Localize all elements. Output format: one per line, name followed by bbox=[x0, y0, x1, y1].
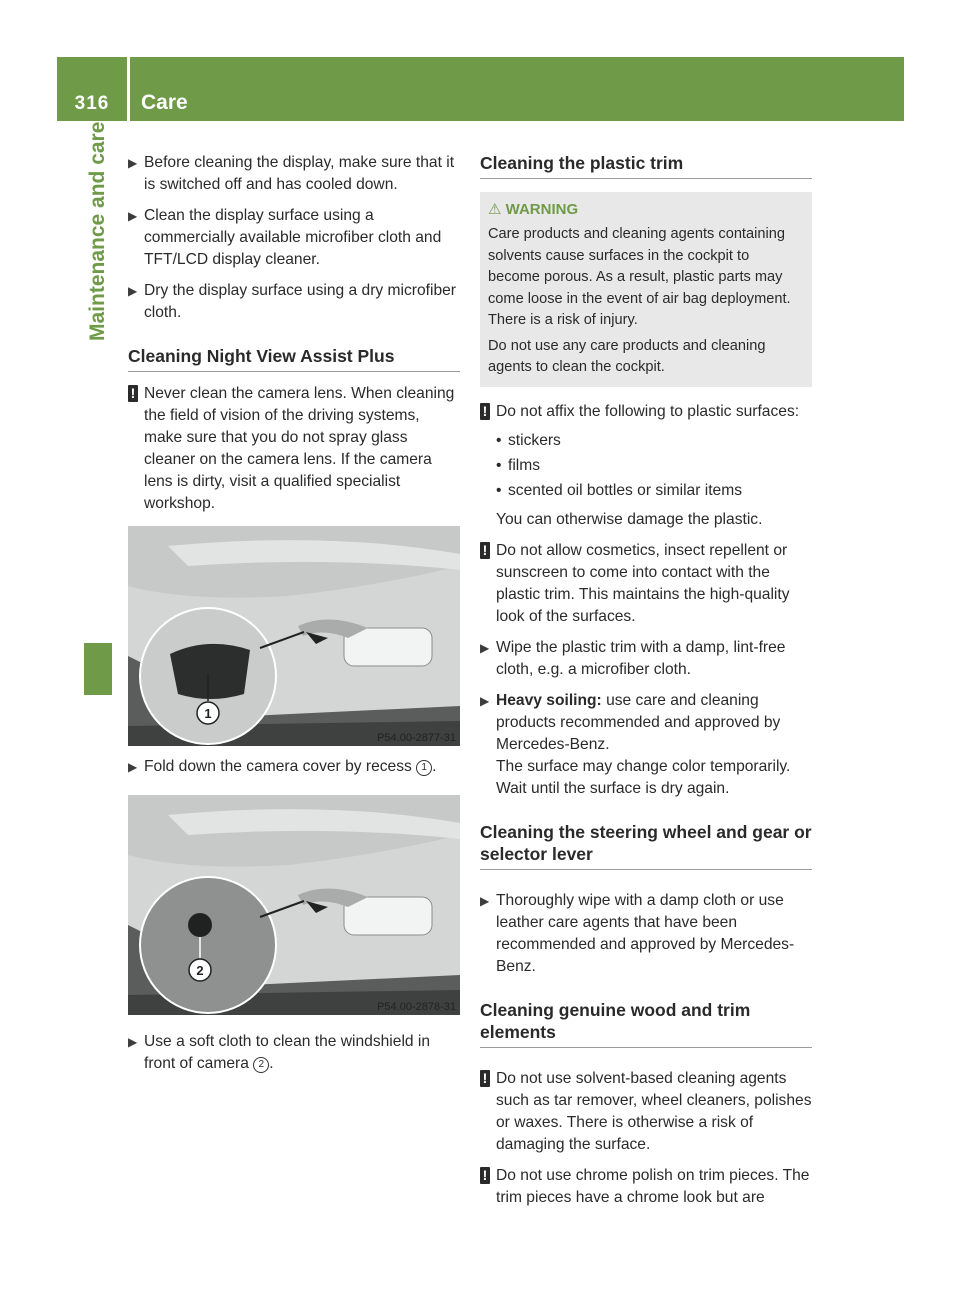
arrow-right-icon: ▶ bbox=[480, 893, 490, 908]
warning-triangle-icon: ⚠ bbox=[488, 201, 502, 218]
list-item: • films bbox=[496, 456, 541, 474]
exclamation-icon: ! bbox=[480, 1167, 490, 1184]
note-block: ! Never clean the camera lens. When cleaning the field of vision of the driving systems, make sure that you do not spray glass cleaner on the camera lens. If the camera lens is dirty, visit a qualified specialist workshop. bbox=[128, 383, 460, 515]
callout-1: 1 bbox=[416, 760, 432, 776]
note-block: ! Do not use solvent-based cleaning agents such as tar remover, wheel cleaners, polishes or waxes. There is otherwise a risk of damaging the surface. bbox=[480, 1068, 812, 1156]
figure-code: P54.00-2877-31 bbox=[377, 732, 456, 744]
exclamation-icon: ! bbox=[480, 1070, 490, 1087]
right-column bbox=[480, 152, 812, 1209]
chapter-marker bbox=[84, 643, 112, 695]
step-item: ▶ Dry the display surface using a dry microfiber cloth. bbox=[128, 282, 456, 321]
arrow-right-icon: ▶ bbox=[128, 1035, 138, 1049]
exclamation-icon: ! bbox=[480, 403, 490, 420]
note-block: ! Do not allow cosmetics, insect repellent or sunscreen to come into contact with the plastic trim. This maintains the high-quality look of the surfaces. bbox=[480, 540, 812, 628]
section-title: Care bbox=[141, 91, 188, 114]
chapter-tab bbox=[84, 122, 112, 657]
step-item: ▶ Before cleaning the display, make sure that it is switched off and has cooled down. bbox=[128, 154, 455, 193]
section-heading: Cleaning the plastic trim bbox=[480, 152, 812, 179]
step-item: ▶ Clean the display surface using a commercially available microfiber cloth and TFT/LCD display cleaner. bbox=[128, 207, 442, 268]
arrow-right-icon: ▶ bbox=[480, 640, 490, 655]
arrow-right-icon: ▶ bbox=[128, 760, 138, 774]
step-item: ▶ Wipe the plastic trim with a damp, lint-free cloth, e.g. a microfiber cloth. bbox=[480, 638, 786, 678]
exclamation-icon: ! bbox=[480, 542, 490, 559]
figure-code: P54.00-2878-31 bbox=[377, 1001, 456, 1013]
step-item: ▶ Fold down the camera cover by recess 1 . bbox=[128, 756, 460, 778]
step-item: ▶ Use a soft cloth to clean the windshield in front of camera 2 . bbox=[128, 1033, 431, 1072]
warning-text: Do not use any care products and cleaning agents to clean the cockpit. bbox=[488, 337, 766, 375]
callout-2: 2 bbox=[253, 1057, 269, 1073]
warning-box bbox=[480, 192, 812, 387]
arrow-right-icon: ▶ bbox=[480, 693, 490, 708]
camera-cover-illustration bbox=[128, 526, 460, 746]
note-block: ! Do not affix the following to plastic surfaces: • stickers • films • scented oil bottles or similar items You can otherwise damage the plastic. bbox=[480, 401, 812, 531]
page-header bbox=[57, 57, 904, 121]
list-item: • stickers bbox=[496, 431, 561, 449]
warning-title: WARNING bbox=[505, 201, 579, 218]
step-item: ▶ Thoroughly wipe with a damp cloth or use leather care agents that have been recommended and approved by Mercedes-Benz. bbox=[480, 891, 795, 975]
exclamation-icon: ! bbox=[128, 385, 138, 402]
step-item: ▶ Heavy soiling: use care and cleaning products recommended and approved by Mercedes-Benz. The surface may change color temporarily. Wait until the surface is dry again. bbox=[480, 691, 791, 797]
arrow-right-icon: ▶ bbox=[128, 209, 138, 223]
warning-text: Care products and cleaning agents containing solvents cause surfaces in the cockpit to become porous. As a result, plastic parts may come loose in the event of air bag deployment. There is a risk of injury. bbox=[488, 226, 791, 328]
note-block: ! Do not use chrome polish on trim pieces. The trim pieces have a chrome look but are bbox=[480, 1165, 812, 1209]
chapter-label: Maintenance and care bbox=[86, 122, 109, 342]
section-heading: Cleaning the steering wheel and gear or selector lever bbox=[480, 821, 812, 870]
page-number: 316 bbox=[74, 93, 110, 114]
arrow-right-icon: ▶ bbox=[128, 156, 138, 170]
arrow-right-icon: ▶ bbox=[128, 284, 138, 298]
list-item: • scented oil bottles or similar items bbox=[496, 481, 742, 499]
camera-cover-figure bbox=[128, 526, 460, 746]
camera-lens-figure bbox=[128, 795, 460, 1015]
section-heading: Cleaning Night View Assist Plus bbox=[128, 345, 460, 372]
camera-lens-illustration bbox=[128, 795, 460, 1015]
header-divider bbox=[127, 57, 130, 121]
callout-2: 2 bbox=[196, 963, 204, 978]
section-heading: Cleaning genuine wood and trim elements bbox=[480, 999, 812, 1048]
left-column bbox=[128, 152, 460, 1075]
callout-1: 1 bbox=[204, 706, 212, 721]
